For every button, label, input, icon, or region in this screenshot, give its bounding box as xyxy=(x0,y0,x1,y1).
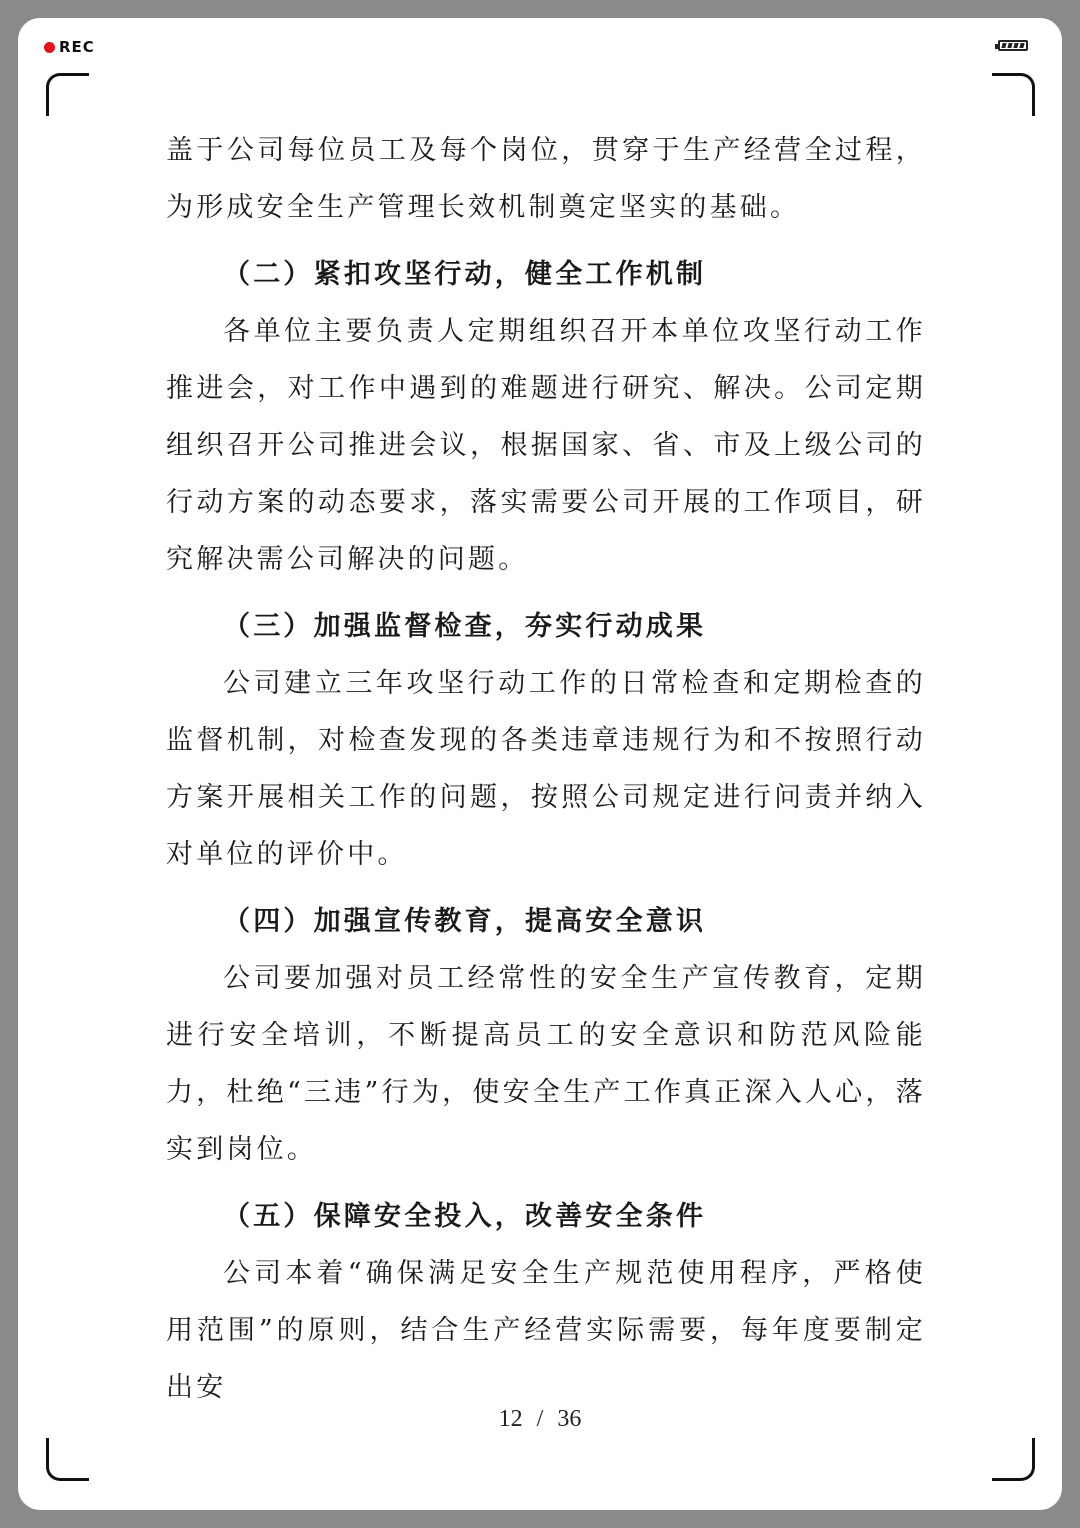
paragraph: 公司建立三年攻坚行动工作的日常检查和定期检查的监督机制，对检查发现的各类违章违规行为和不按照行动方案开展相关工作的问题，按照公司规定进行问责并纳入对单位的评价中。 xyxy=(166,668,926,870)
frame-corner-top-left xyxy=(46,73,89,116)
section-heading: （三）加强监督检查，夯实行动成果 xyxy=(223,611,707,642)
paragraph: 公司要加强对员工经常性的安全生产宣传教育，定期进行安全培训，不断提高员工的安全意识和防范风险能力，杜绝“三违”行为，使安全生产工作真正深入人心，落实到岗位。 xyxy=(166,963,926,1165)
page-separator: / xyxy=(536,1406,544,1432)
section-heading: （五）保障安全投入，改善安全条件 xyxy=(223,1201,707,1232)
paragraph: 各单位主要负责人定期组织召开本单位攻坚行动工作推进会，对工作中遇到的难题进行研究、解决。公司定期组织召开公司推进会议，根据国家、省、市及上级公司的行动方案的动态要求，落实需要公司开展的工作项目，研究解决需公司解决的问题。 xyxy=(166,316,926,575)
paragraph: 盖于公司每位员工及每个岗位，贯穿于生产经营全过程，为形成安全生产管理长效机制奠定坚实的基础。 xyxy=(166,135,926,223)
battery-icon xyxy=(998,40,1028,51)
document-body xyxy=(166,122,926,1416)
record-dot-icon xyxy=(44,42,55,53)
section-heading: （四）加强宣传教育，提高安全意识 xyxy=(223,906,707,937)
frame-corner-top-right xyxy=(992,73,1035,116)
rec-label: REC xyxy=(59,38,95,56)
page-current: 12 xyxy=(498,1406,523,1432)
rec-indicator xyxy=(44,38,95,56)
page-indicator xyxy=(18,1406,1062,1433)
viewer-frame xyxy=(18,18,1062,1510)
frame-corner-bottom-left xyxy=(46,1438,89,1481)
paragraph: 公司本着“确保满足安全生产规范使用程序，严格使用范围”的原则，结合生产经营实际需要，每年度要制定出安 xyxy=(166,1258,926,1403)
frame-corner-bottom-right xyxy=(992,1438,1035,1481)
section-heading: （二）紧扣攻坚行动，健全工作机制 xyxy=(223,259,707,290)
page-total: 36 xyxy=(557,1406,582,1432)
